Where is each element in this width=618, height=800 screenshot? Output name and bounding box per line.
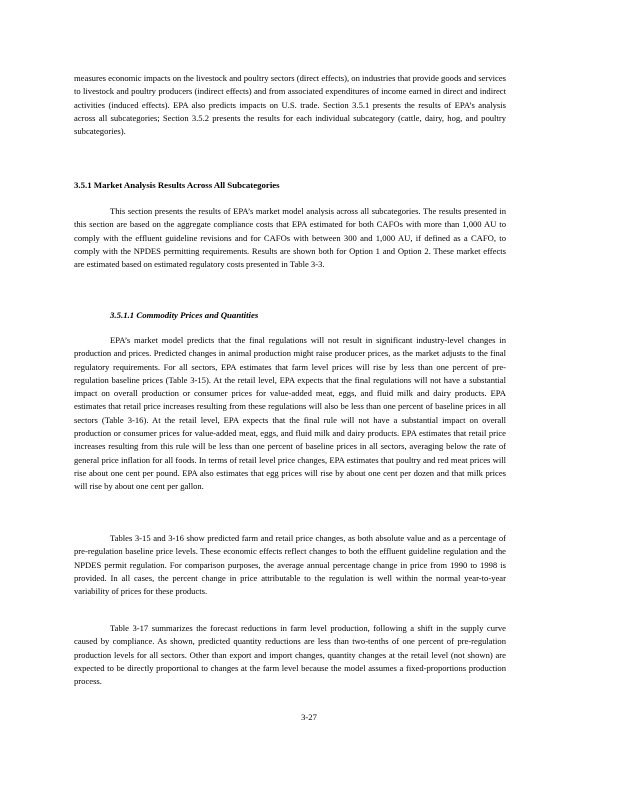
- page-number: 3-27: [301, 712, 317, 722]
- commodity-paragraph-3: Table 3-17 summarizes the forecast reductions in farm level production, following a shift in the supply curve caused by compliance. As shown, predicted quantity reductions are less than two-tenths of one percent of pre-regulation production levels for all sectors. Other than export and import changes, quantity changes at the retail level (not shown) are expected to be directly proportional to changes at the farm level because the model assumes a fixed-proportions production process.: [74, 623, 506, 687]
- commodity-paragraph-1: EPA’s market model predicts that the final regulations will not result in significant industry-level changes in production and prices. Predicted changes in animal production might raise producer prices, as the market adjusts to the final regulatory requirements. For all sectors, EPA estimates that farm level prices will rise by less than one percent of pre-regulation baseline prices (Table 3-15). At the retail level, EPA expects that the final regulations will not have a substantial impact on overall production or consumer prices for value-added meat, eggs, and fluid milk and dairy products. EPA estimates that retail price increases resulting from these regulations will also be less than one percent of baseline prices in all sectors (Table 3-16). At the retail level, EPA expects that the final rule will not have a substantial impact on overall production or consumer prices for value-added meat, eggs, and fluid milk and dairy products. EPA estimates that retail price increases resulting from this rule will be less than one percent of baseline prices in all sectors, averaging below the rate of general price inflation for all foods. In terms of retail level price changes, EPA estimates that poultry and red meat prices will rise about one cent per pound. EPA also estimates that egg prices will rise by about one cent per dozen and that milk prices will rise by about one cent per gallon.: [74, 335, 506, 492]
- subsection-heading-3-5-1-1: 3.5.1.1 Commodity Prices and Quantities: [110, 310, 259, 320]
- section-heading-3-5-1: 3.5.1 Market Analysis Results Across All Subcategories: [74, 180, 280, 190]
- commodity-paragraph-2: Tables 3-15 and 3-16 show predicted farm and retail price changes, as both absolute value and as a percentage of pre-regulation baseline price levels. These economic effects reflect changes to both the effluent guideline regulation and the NPDES permit regulation. For comparison purposes, the average annual percentage change in price from 1990 to 1998 is provided. In all cases, the percent change in price attributable to the regulation is well within the normal year-to-year variability of prices for these products.: [74, 533, 506, 597]
- section-3-5-1-paragraph: This section presents the results of EPA’s market model analysis across all subcategories. The results presented in this section are based on the aggregate compliance costs that EPA estimated for both CAFOs with more than 1,000 AU to comply with the effluent guideline revisions and for CAFOs with between 300 and 1,000 AU, if defined as a CAFO, to comply with the NPDES permitting requirements. Results are shown both for Option 1 and Option 2. These market effects are estimated based on estimated regulatory costs presented in Table 3-3.: [74, 206, 506, 270]
- intro-paragraph: measures economic impacts on the livestock and poultry sectors (direct effects), on industries that provide goods and services to livestock and poultry producers (indirect effects) and from associated expenditures of income earned in direct and indirect activities (induced effects). EPA also predicts impacts on U.S. trade. Section 3.5.1 presents the results of EPA’s analysis across all subcategories; Section 3.5.2 presents the results for each individual subcategory (cattle, dairy, hog, and poultry subcategories).: [74, 73, 506, 137]
